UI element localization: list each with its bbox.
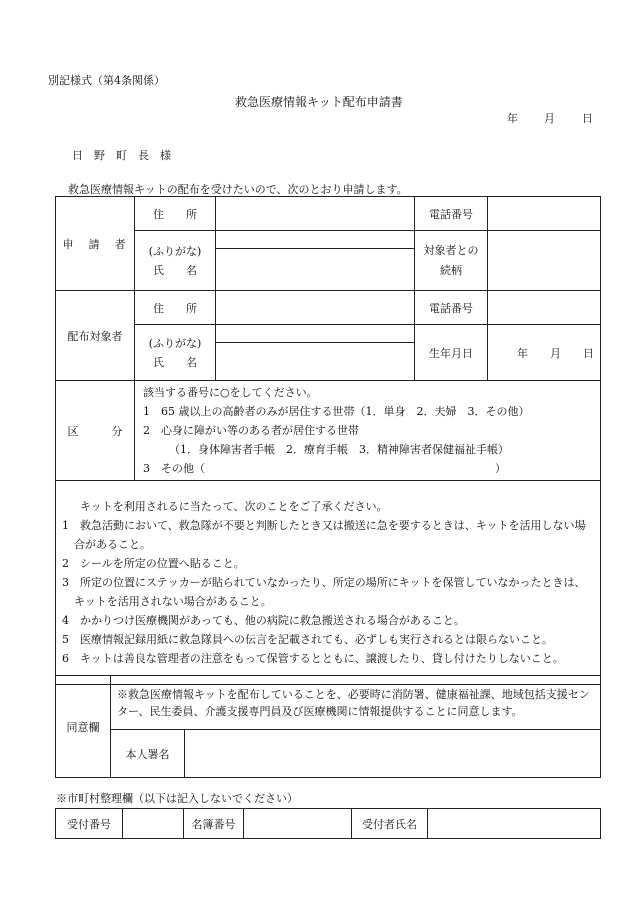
applicant-furigana-label: (ふりがな) (148, 244, 202, 258)
consent-label: 同意欄 (56, 676, 111, 778)
recipient-name-label: 氏 名 (153, 355, 197, 369)
applicant-furigana-row (56, 231, 601, 249)
applicant-section-label: 申 請 者 (56, 197, 135, 291)
recipient-birth-field[interactable] (488, 325, 601, 381)
applicant-phone-label: 電話番号 (415, 197, 488, 231)
form-reference: 別記様式（第4条関係） (48, 74, 165, 87)
recipient-birth-label: 生年月日 (415, 325, 488, 381)
note-item-5: 5 医療情報記録用紙に救急隊員への伝言を記載されても、必ずしも実行されるとは限らないこと。 (62, 633, 553, 646)
date-month: 月 (544, 112, 555, 125)
date-day: 日 (582, 112, 593, 125)
applicant-name-field[interactable] (216, 249, 415, 291)
applicant-relation-field[interactable] (488, 231, 601, 291)
applicant-relation-label (415, 231, 488, 291)
signature-field[interactable] (185, 730, 601, 778)
recipient-name-labels (135, 325, 216, 381)
notes-block (56, 481, 601, 685)
note-item-2: 2 シールを所定の位置へ貼ること。 (62, 557, 245, 570)
category-option-1[interactable]: 1 65 歳以上の高齢者のみが居住する世帯（1．単身 2．夫婦 3．その他） (143, 405, 530, 418)
note-item-4: 4 かかりつけ医療機関があっても、他の病院に救急搬送される場合があること。 (62, 614, 465, 627)
applicant-phone-field[interactable] (488, 197, 601, 231)
recipient-phone-field[interactable] (488, 291, 601, 325)
relation-label-line1: 対象者との (423, 243, 479, 257)
recipient-furigana-row (56, 325, 601, 343)
applicant-address-label: 住 所 (135, 197, 216, 231)
category-option-2[interactable]: 2 心身に障がい等のある者が居住する世帯 (143, 424, 359, 437)
category-options (135, 381, 601, 481)
consent-text-row (56, 676, 601, 730)
option-3-text: 3 その他（ (143, 462, 205, 475)
note-item-1: 1 救急活動において、救急隊が不要と判断したとき又は搬送に急を要するときは、キットを活用しない場合があること。 (62, 519, 586, 551)
consent-text: ※救急医療情報キットを配布していることを、必要時に消防署、健康福祉課、地域包括支援センター、民生委員、介護支援専門員及び医療機関に情報提供することに同意します。 (111, 676, 601, 730)
applicant-furigana-field[interactable] (216, 231, 415, 249)
recipient-address-field[interactable] (216, 291, 415, 325)
recipient-address-row (56, 291, 601, 325)
applicant-address-row (56, 197, 601, 231)
recipient-furigana-label: (ふりがな) (148, 336, 202, 350)
applicant-address-field[interactable] (216, 197, 415, 231)
birth-month-unit: 月 (550, 346, 561, 360)
office-use-table (55, 808, 601, 839)
recipient-name-field[interactable] (216, 343, 415, 381)
note-item-6: 6 キットは善良な管理者の注意をもって保管するとともに、譲渡したり、貸し付けたりしないこと。 (62, 652, 564, 665)
notes-header: キットを利用されるに当たって、次のことをご了承ください。 (80, 500, 388, 513)
office-use-row (56, 809, 601, 839)
receiver-name-label: 受付者氏名 (352, 809, 428, 839)
intro-text: 救急医療情報キットの配布を受けたいので、次のとおり申請します。 (68, 183, 408, 196)
birth-day-unit: 日 (583, 346, 594, 360)
recipient-section-label: 配布対象者 (56, 291, 135, 381)
category-option-3[interactable] (143, 459, 592, 478)
birth-year-unit: 年 (517, 346, 528, 360)
reception-number-field (123, 809, 184, 839)
note-item-3: 3 所定の位置にステッカーが貼られていなかったり、所定の場所にキットを保管していなかったときは、キットを活用されない場合があること。 (62, 576, 586, 608)
recipient-phone-label: 電話番号 (415, 291, 488, 325)
consent-signature-row (56, 730, 601, 778)
date-year: 年 (507, 112, 518, 125)
applicant-name-label: 氏 名 (153, 263, 197, 277)
notes-row (56, 481, 601, 685)
office-use-caption: ※市町村整理欄（以下は記入しないでください） (56, 792, 298, 805)
category-label: 区 分 (56, 381, 135, 481)
addressee: 日 野 町 長 様 (72, 149, 171, 162)
register-number-label: 名簿番号 (184, 809, 244, 839)
reception-number-label: 受付番号 (56, 809, 123, 839)
consent-table (55, 675, 601, 778)
recipient-address-label: 住 所 (135, 291, 216, 325)
receiver-name-field (428, 809, 601, 839)
category-instruction: 該当する番号に○をしてください。 (143, 386, 318, 399)
birth-date-units (488, 345, 600, 361)
signature-label: 本人署名 (111, 730, 185, 778)
relation-label-line2: 続柄 (440, 263, 462, 277)
option-3-close: ） (495, 462, 506, 475)
category-row (56, 381, 601, 481)
recipient-furigana-field[interactable] (216, 325, 415, 343)
category-option-2-sub: （1．身体障害者手帳 2．療育手帳 3．精神障害者保健福祉手帳） (169, 443, 509, 456)
register-number-field (244, 809, 352, 839)
application-table (55, 196, 601, 685)
form-title: 救急医療情報キット配布申請書 (235, 95, 403, 109)
applicant-name-labels (135, 231, 216, 291)
